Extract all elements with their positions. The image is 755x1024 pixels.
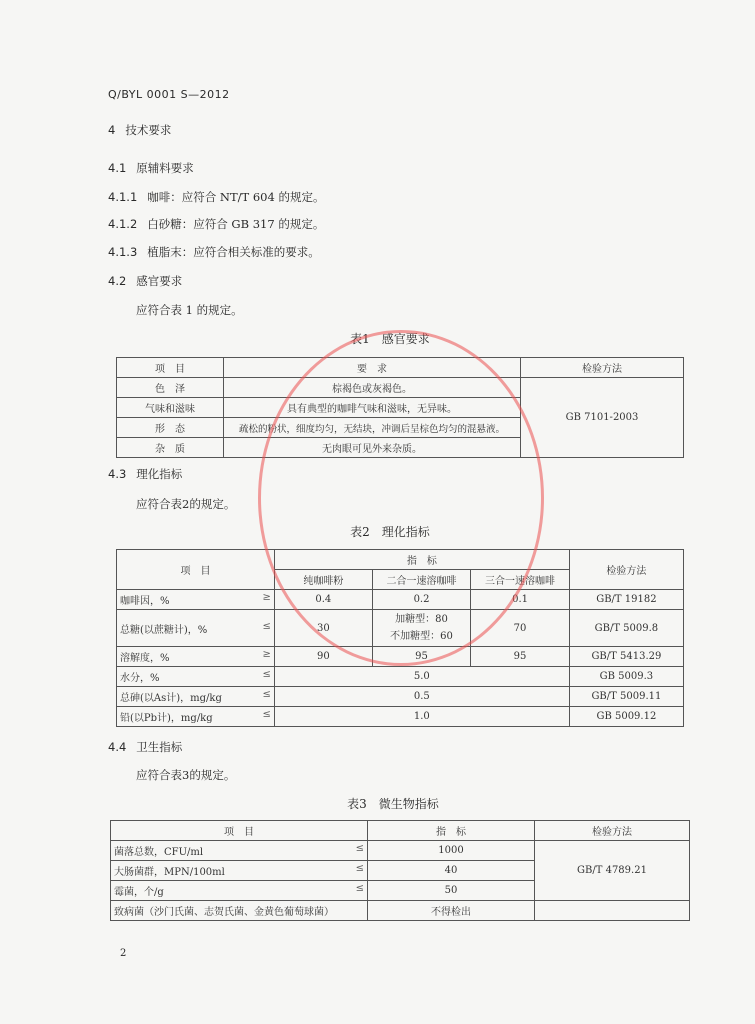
section-4: 4 技术要求 bbox=[108, 123, 172, 137]
section-4-4: 4.4 卫生指标 bbox=[108, 740, 183, 754]
table-row: 形 态 疏松的粉状，细度均匀，无结块，冲调后呈棕色均匀的混悬液。 bbox=[117, 418, 684, 438]
table-row: 气味和滋味 具有典型的咖啡气味和滋味，无异味。 bbox=[117, 398, 684, 418]
table3-caption: 表3 微生物指标 bbox=[347, 797, 439, 811]
table-row: 咖啡因，% ≥ 0.4 0.2 0.1 GB/T 19182 bbox=[117, 590, 684, 610]
microbial-table bbox=[110, 820, 690, 921]
table-row: 溶解度，% ≥ 90 95 95 GB/T 5413.29 bbox=[117, 647, 684, 667]
section-4-3: 4.3 理化指标 bbox=[108, 467, 183, 481]
sensory-method: GB 7101-2003 bbox=[521, 378, 684, 458]
table-row: 铅(以Pb计)，mg/kg ≤ 1.0 GB 5009.12 bbox=[117, 707, 684, 727]
section-4-1-3: 4.1.3 植脂末：应符合相关标准的要求。 bbox=[108, 245, 320, 259]
page-number: 2 bbox=[120, 948, 127, 959]
table1-caption: 表1 感官要求 bbox=[350, 332, 430, 346]
paragraph-4-4: 应符合表3的规定。 bbox=[136, 768, 236, 782]
table-row: 项 目 指 标 检验方法 bbox=[117, 550, 684, 570]
table2-caption: 表2 理化指标 bbox=[350, 525, 430, 539]
paragraph-4-3: 应符合表2的规定。 bbox=[136, 497, 236, 511]
table-row: 致病菌（沙门氏菌、志贺氏菌、金黄色葡萄球菌） 不得检出 bbox=[111, 901, 690, 921]
section-4-1: 4.1 原辅料要求 bbox=[108, 161, 194, 175]
physicochemical-table bbox=[116, 549, 684, 727]
sensory-table bbox=[116, 357, 684, 458]
table-row: 菌落总数，CFU/ml ≤ 1000 GB/T 4789.21 bbox=[111, 841, 690, 861]
table-row: 总砷(以As计)，mg/kg ≤ 0.5 GB/T 5009.11 bbox=[117, 687, 684, 707]
table-row: 霉菌，个/g ≤ 50 bbox=[111, 881, 690, 901]
section-4-2: 4.2 感官要求 bbox=[108, 274, 183, 288]
table-row: 色 泽 棕褐色或灰褐色。 GB 7101-2003 bbox=[117, 378, 684, 398]
standard-code: Q/BYL 0001 S—2012 bbox=[108, 88, 230, 101]
section-4-1-1: 4.1.1 咖啡：应符合 NT/T 604 的规定。 bbox=[108, 190, 325, 204]
paragraph-4-2: 应符合表 1 的规定。 bbox=[136, 303, 243, 317]
section-4-1-2: 4.1.2 白砂糖：应符合 GB 317 的规定。 bbox=[108, 217, 325, 231]
table-row: 水分，% ≤ 5.0 GB 5009.3 bbox=[117, 667, 684, 687]
table-row: 项 目 要 求 检验方法 bbox=[117, 358, 684, 378]
table-row: 项 目 指 标 检验方法 bbox=[111, 821, 690, 841]
table-row: 纯咖啡粉 二合一速溶咖啡 三合一速溶咖啡 bbox=[117, 570, 684, 590]
table-row: 总糖(以蔗糖计)，% ≤ 30 加糖型：80 不加糖型：60 70 GB/T 5009.8 bbox=[117, 610, 684, 647]
microbial-method: GB/T 4789.21 bbox=[535, 841, 690, 901]
table-row: 杂 质 无肉眼可见外来杂质。 bbox=[117, 438, 684, 458]
table-row: 大肠菌群，MPN/100ml ≤ 40 bbox=[111, 861, 690, 881]
